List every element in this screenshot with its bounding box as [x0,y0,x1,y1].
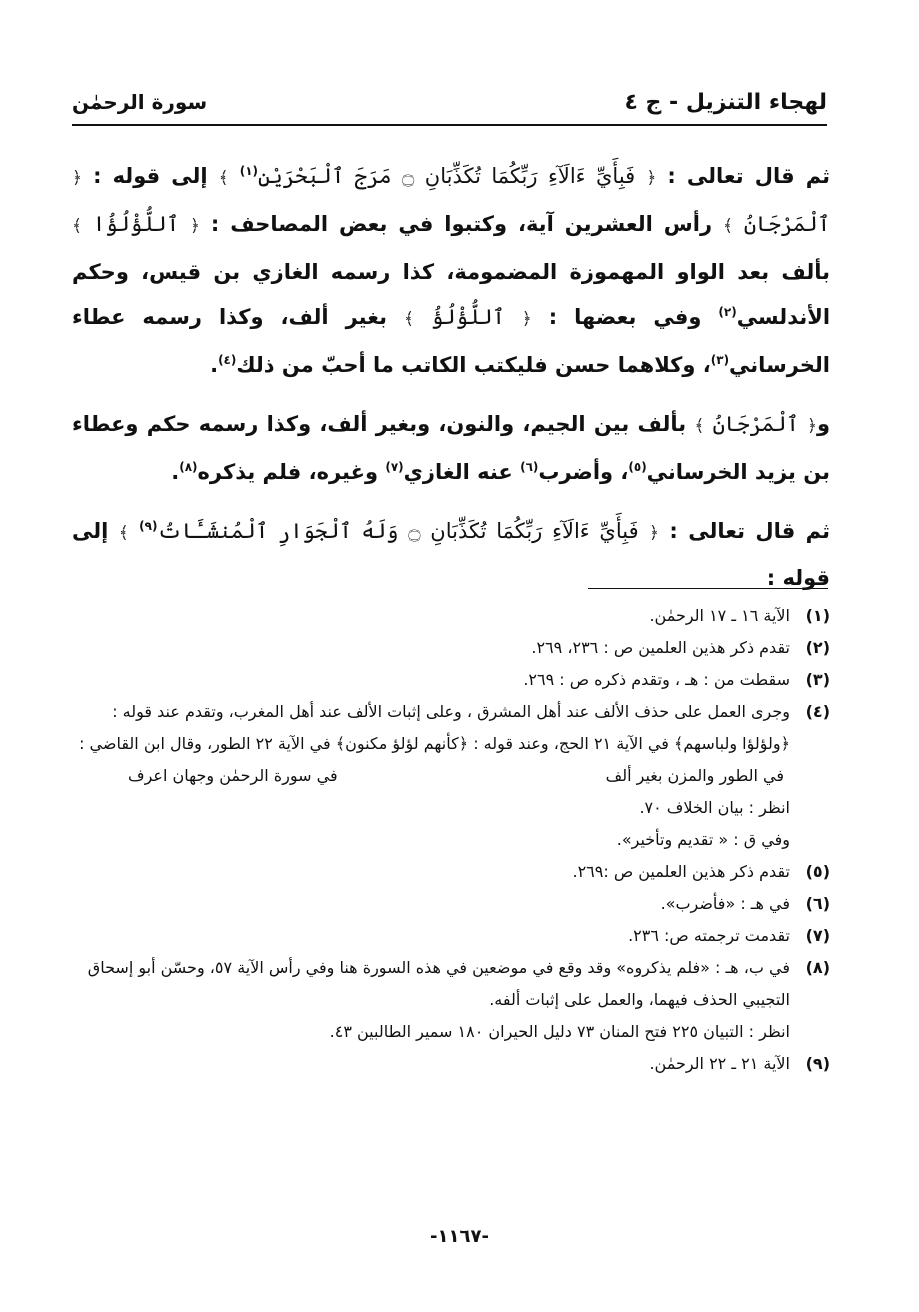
ornate-bracket-close-icon: ﴾ [218,168,229,188]
footnote-ref[interactable]: (٣) [710,353,730,368]
footnote-5 [72,856,830,888]
footnote-ref[interactable]: (٧) [385,459,404,474]
text-segment: إلى قوله : [72,518,830,591]
footnotes [72,600,830,1080]
footnote-8 [72,952,830,1048]
ornate-bracket-close-icon: ﴾ [694,415,705,436]
quran-word: ٱلْمَرْجَانُ [712,411,799,436]
text-segment: إلى قوله : [93,164,208,188]
footnote-text: تقدمت ترجمته ص: ٢٣٦. [628,926,790,945]
quran-word: ٱلْمَرْجَانُ [743,211,831,236]
footnote-number: (٢) [805,638,830,657]
footnote-ref[interactable]: (٦) [520,459,539,474]
text-lead: ثم قال تعالى : [669,518,830,543]
footnote-ref[interactable]: (١) [239,164,259,178]
text-segment: وغيره، فلم يذكره [197,459,379,484]
ornate-bracket-open-icon: ﴿ [649,522,660,543]
ornate-bracket-close-icon: ﴾ [722,215,733,236]
main-text [72,154,830,602]
footnote-text: وجرى العمل على حذف الألف عند أهل المشرق ، وعلى إثبات الألف عند أهل المغرب، وتقدم عند قوله : ﴿ولؤلؤا ولباسهم﴾ في الآية ٢١ الحج، وعند قوله : ﴿كأنهم لؤلؤ مكنون﴾ في الآية ٢٢ الطور، وقال ابن القاضي : [79,702,790,753]
footnote-7 [72,920,830,952]
poem-first-hemistich: في الطور والمزن بغير ألف [605,766,784,785]
poem-second-hemistich: في سورة الرحمٰن وجهان اعرف [128,766,338,785]
footnote-divider [588,588,828,589]
footnote-text: في ب، هـ : «فلم يذكروه» وقد وقع في موضعين في هذه السورة هنا وفي رأس الآية ٥٧، وحسّن أبو إسحاق التجيبي الحذف فيهما، والعمل على إثبات ألفه. [87,958,790,1009]
footnote-text: سقطت من : هـ ، وتقدم ذكره ص : ٢٦٩. [523,670,790,689]
text-segment: بغير ألف، وكذا رسمه عطاء الخرساني [72,305,830,378]
ornate-bracket-open-icon: ﴿ [646,168,657,188]
footnote-text: الآية ١٦ ـ ١٧ الرحمٰن. [649,606,790,625]
footnote-number: (٩) [805,1054,830,1073]
ornate-bracket-close-icon: ﴾ [118,522,129,543]
ornate-bracket-open-icon: ﴿ [189,215,200,236]
text-segment: عنه الغازي [403,459,513,484]
ornate-bracket-open-icon: ﴿ [807,415,817,436]
footnote-text: انظر : بيان الخلاف ٧٠. [639,798,790,817]
footnote-number: (٤) [805,702,830,721]
text-segment: بألف بين الجيم، والنون، وبغير ألف، وكذا رسمه حكم وعطاء بن يزيد الخرساني [72,411,830,484]
footnote-text: وفي ق : « تقديم وتأخير». [616,830,790,849]
footnote-ref[interactable]: (٢) [718,305,737,320]
ornate-bracket-close-icon: ﴾ [404,309,414,330]
page-number: -١١٦٧- [430,1226,489,1247]
footnote-number: (١) [805,606,830,625]
footnote-1 [72,600,830,632]
footnote-text: الآية ٢١ ـ ٢٢ الرحمٰن. [649,1054,790,1073]
text-lead: ثم قال تعالى : [667,164,831,188]
footnote-ref[interactable]: (٤) [218,353,237,368]
quran-verse: فَبِأَيِّ ءَالَآءِ رَبِّكُمَا تُكَذِّبَانِ ۝ مَرَجَ ٱلْبَحْرَيْنِ [258,164,636,188]
footnote-number: (٨) [805,958,830,977]
poem-verse [72,760,790,792]
footnote-number: (٧) [805,926,830,945]
paragraph-1: ثم قال تعالى : ﴿ فَبِأَيِّ ءَالَآءِ رَبِّكُمَا تُكَذِّبَانِ ۝ مَرَجَ ٱلْبَحْرَيْنِ$^{(١)}$ ﴾ إلى قوله : ﴿ ٱلْمَرْجَانُ ﴾ رأس العشرين آية، وكتبوا في بعض المصاحف : ﴿ ٱللُّؤْلُؤُا ﴾ بألف بعد الواو المهموزة المضمومة، كذا رسمه الغازي بن قيس، وحكم الأندلسي$^{(٢)}$ وفي بعضها : ﴿ ٱللُّؤْلُؤُ ﴾ بغير ألف، وكذا رسمه عطاء الخرساني$^{(٣)}$، وكلاهما حسن فليكتب الكاتب ما أحبّ من ذلك$^{(٤)}$. [72,164,831,378]
footnote-4 [72,696,830,856]
footnote-number: (٥) [805,862,830,881]
footnote-text: انظر : التبيان ٢٢٥ فتح المنان ٧٣ دليل الحيران ١٨٠ سمير الطالبين ٤٣. [329,1022,790,1041]
footnote-2 [72,632,830,664]
quran-verse: فَبِأَيِّ ءَالَآءِ رَبِّكُمَا تُكَذِّبَانِ ۝ وَلَهُ ٱلْجَوَارِ ٱلْمُنشَـَٔاتُ [157,518,639,543]
text-segment: ، وأضرب [538,459,629,484]
text-segment: بألف بعد الواو المهموزة المضمومة، كذا رسمه الغازي بن قيس، وحكم الأندلسي [72,259,831,330]
footnote-text: في هـ : «فأضرب». [660,894,790,913]
surah-title: سورة الرحمٰن [72,90,208,114]
footnote-number: (٦) [805,894,830,913]
book-title: لهجاء التنزيل - ج ٤ [624,90,827,115]
footnote-ref[interactable]: (٩) [139,518,158,533]
text-lead: و [816,411,831,436]
footnote-ref[interactable]: (٥) [628,459,647,474]
paragraph-2: و﴿ ٱلْمَرْجَانُ ﴾ بألف بين الجيم، والنون، وبغير ألف، وكذا رسمه حكم وعطاء بن يزيد الخرساني$^{(٥)}$، وأضرب$^{(٦)}$ عنه الغازي$^{(٧)}$ وغيره، فلم يذكره$^{(٨)}$. [72,411,831,484]
footnote-number: (٣) [805,670,830,689]
footnote-3 [72,664,830,696]
text-segment: رأس العشرين آية، وكتبوا في بعض المصاحف : [210,211,713,236]
footnote-ref[interactable]: (٨) [179,459,198,474]
footnote-text: تقدم ذكر هذين العلمين ص :٢٦٩. [572,862,790,881]
footnote-9 [72,1048,830,1080]
ornate-bracket-open-icon: ﴿ [521,309,532,330]
ornate-bracket-open-icon: ﴿ [72,168,82,188]
quran-word: ٱللُّؤْلُؤُا [92,211,180,236]
footnote-6 [72,888,830,920]
running-header [72,84,827,126]
text-segment: وفي بعضها : [548,305,702,330]
quran-word: ٱللُّؤْلُؤُ [430,305,505,330]
text-segment: ، وكلاهما حسن فليكتب الكاتب ما أحبّ من ذلك [236,353,711,378]
ornate-bracket-close-icon: ﴾ [72,215,82,236]
footnote-text: تقدم ذكر هذين العلمين ص : ٢٣٦، ٢٦٩. [531,638,790,657]
